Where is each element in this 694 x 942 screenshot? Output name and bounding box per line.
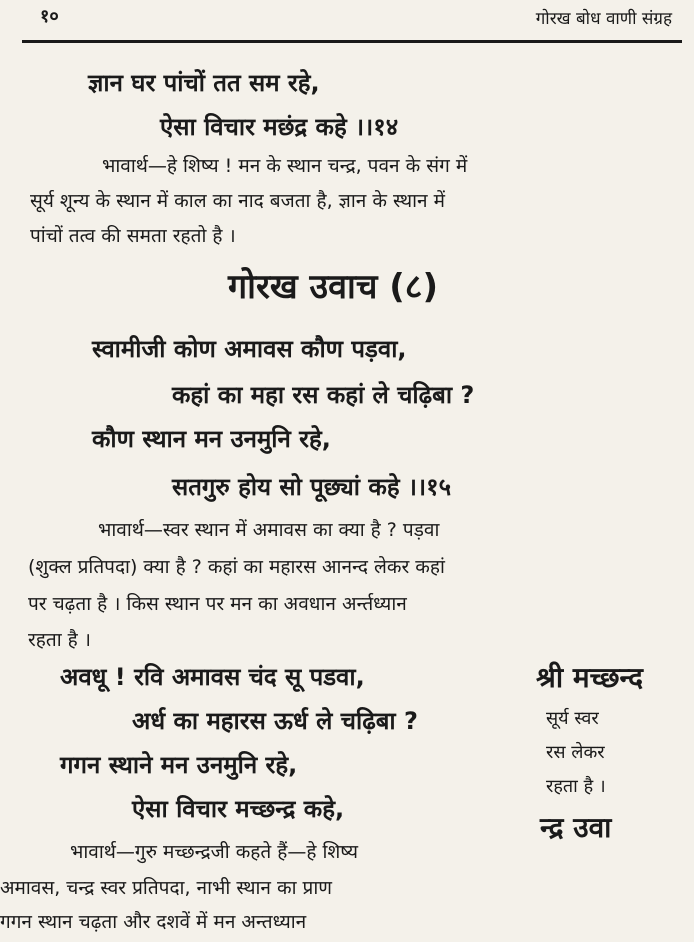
verse-14-line-1: ज्ञान घर पांचों तत सम रहे, (88, 69, 320, 97)
margin-note-line-3: रहता है । (546, 776, 606, 797)
meaning-14-line-2: सूर्य शून्य के स्थान में काल का नाद बजता है, ज्ञान के स्थान में (30, 190, 446, 212)
verse-15-line-3: कौण स्थान मन उनमुनि रहे, (92, 425, 331, 453)
verse-15-line-4: सतगुरु होय सो पूछ्यां कहे ।।१५ (172, 473, 452, 501)
section-heading: गोरख उवाच (८) (228, 267, 439, 307)
margin-note-line-1: सूर्य स्वर (546, 708, 599, 729)
meaning-14-line-3: पांचों तत्व की समता रहतो है । (30, 225, 236, 247)
meaning-15-line-4: रहता है । (28, 629, 91, 651)
answer-line-1: अवधू ! रवि अमावस चंद सू पडवा, (60, 663, 365, 691)
verse-15-line-1: स्वामीजी कोण अमावस कौण पड़वा, (92, 335, 407, 363)
verse-14-line-2: ऐसा विचार मछंद्र कहे ।।१४ (160, 113, 399, 141)
meaning-15-line-3: पर चढ़ता है । किस स्थान पर मन का अवधान अर्न्तध्यान (28, 593, 407, 615)
page-number: १० (40, 6, 59, 27)
meaning-final-line-3: गगन स्थान चढ़ता और दशवें में मन अन्तध्यान (0, 911, 307, 933)
header-rule (22, 40, 682, 43)
meaning-final-line-2: अमावस, चन्द्र स्वर प्रतिपदा, नाभी स्थान का प्राण (0, 877, 333, 899)
running-title: गोरख बोध वाणी संग्रह (535, 9, 672, 29)
margin-note-tail: न्द्र उवा (540, 811, 612, 844)
margin-note-title: श्री मच्छन्द (536, 661, 644, 694)
answer-line-3: गगन स्थाने मन उनमुनि रहे, (60, 751, 298, 779)
meaning-14-line-1: भावार्थ—हे शिष्य ! मन के स्थान चन्द्र, पवन के संग में (102, 155, 468, 177)
answer-line-2: अर्ध का महारस ऊर्ध ले चढ़िबा ? (132, 707, 418, 735)
meaning-15-line-2: (शुक्ल प्रतिपदा) क्या है ? कहां का महारस आनन्द लेकर कहां (28, 556, 445, 578)
margin-note-line-2: रस लेकर (546, 742, 605, 763)
verse-15-line-2: कहां का महा रस कहां ले चढ़िबा ? (172, 381, 475, 409)
meaning-final-line-1: भावार्थ—गुरु मच्छन्द्रजी कहते हैं—हे शिष्य (70, 841, 359, 863)
meaning-15-line-1: भावार्थ—स्वर स्थान में अमावस का क्या है ? पड़वा (98, 519, 440, 541)
answer-line-4: ऐसा विचार मच्छन्द्र कहे, (132, 795, 345, 823)
